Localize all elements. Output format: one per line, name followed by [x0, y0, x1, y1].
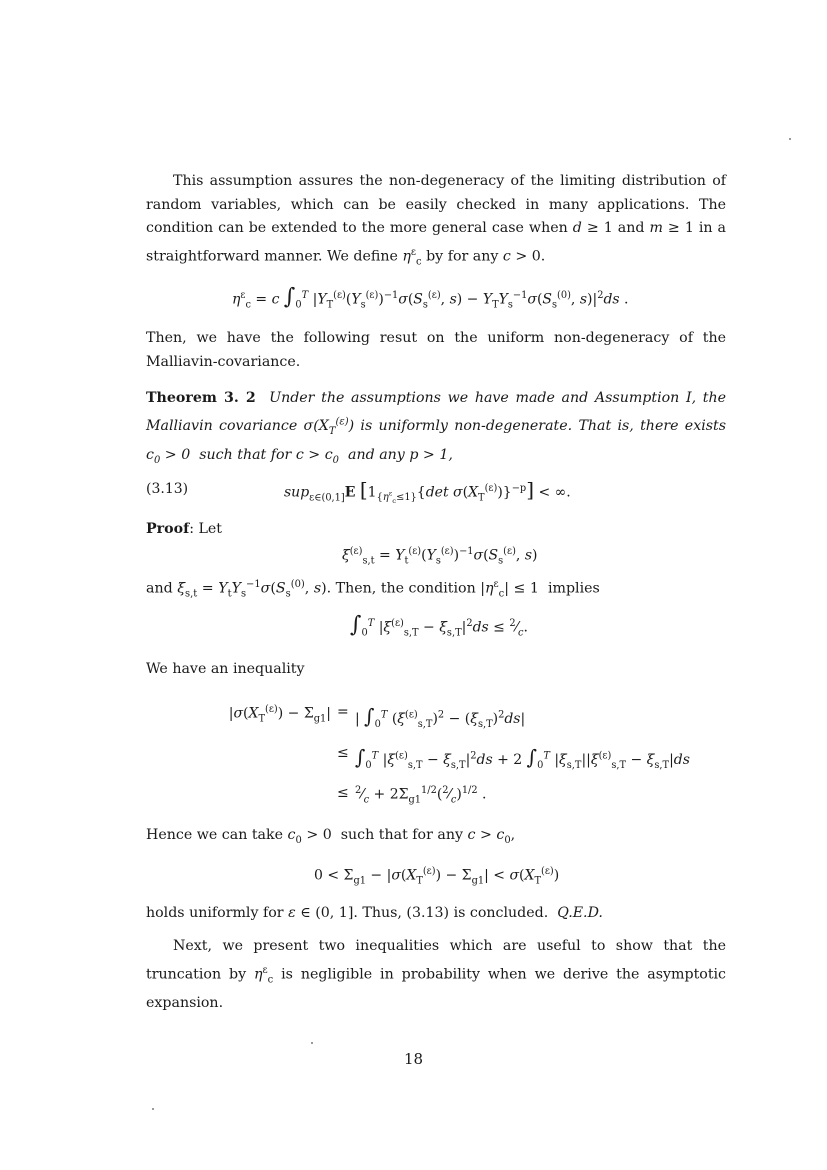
proof-intro [146, 518, 726, 542]
scan-speck [789, 138, 791, 140]
we-have-line: We have an inequality [146, 661, 305, 677]
paragraph-assumption: This assumption assures the non-degeneracy of the limiting distribution of random variables, which can be easily checked in many applications. The condition can be extended to the more general case when d ≥ 1 and m ≥ 1 in a straightforward manner. We define $\eta^\varepsilon_c$ by for any c > 0. [146, 173, 726, 268]
theorem: Theorem 3. 2 Under the assumptions we have made and Assumption I, the Malliavin covariance $\sigma(X_T^{(\varepsilon)})$ is uniformly non-degenerate. That is, there exists $c_0 > 0$ such that for $c > c_0$ and any p > 1, [146, 390, 726, 466]
hence-line: Hence we can take $c_0 > 0$ such that for any $c > c_0$, [146, 827, 516, 846]
align-rel-1: = [337, 704, 349, 720]
align-rel-3: ≤ [337, 785, 349, 801]
equation-label-3-13: (3.13) [146, 481, 189, 497]
proof-label: Proof [146, 521, 190, 537]
equation-hence: $0 < \Sigma_{g1} - |\sigma(X_T^{(\varepsilon)}) - \Sigma_{g1}| < \sigma(X_T^{(\varepsilon)})$ [314, 866, 560, 887]
equation-implies: $\int_0^T$ $|\xi^{(\varepsilon)}_{s,T} - \xi_{s,T}|^2ds$ ≤ $^2⁄_c$. [350, 612, 528, 639]
qed: Q.E.D. [557, 905, 603, 921]
theorem-label: Theorem 3. 2 [146, 390, 256, 406]
align-lhs: $|\sigma(X_T^{(\varepsilon)}) - \Sigma_{g1}|$ [228, 704, 331, 725]
align-rhs-2: $\int_0^T$ $|\xi^{(\varepsilon)}_{s,T} - \xi_{s,T}|^2ds + 2$ $\int_0^T$ $|\xi_{s,T}||\xi^{(\varepsilon)}_{s,T} - \xi_{s,T}|ds$ [355, 745, 690, 771]
paragraph-next: Next, we present two inequalities which are useful to show that the truncation by $\eta^\varepsilon_c$ is negligible in probability when we derive the asymptotic expansion. [146, 938, 726, 1011]
and-xi-line: and $\xi_{s,t} = Y_tY_s^{-1}\sigma(S_s^{(0)}$, s). Then, the condition $|\eta^\varepsilon_c| \le 1$ implies [146, 579, 600, 600]
align-rhs-1: | $\int_0^T$ $(\xi^{(\varepsilon)}_{s,T})^2 - (\xi_{s,T})^2ds|$ [355, 704, 526, 730]
align-rel-2: ≤ [337, 745, 349, 761]
scan-speck [311, 1042, 313, 1044]
holds-line: holds uniformly for ε ∈ (0, 1]. Thus, (3.13) is concluded. Q.E.D. [146, 905, 603, 921]
equation-xi-eps: $\xi^{(\varepsilon)}_{s,t} = Y_t^{(\varepsilon)}(Y_s^{(\varepsilon)})^{-1}\sigma(S_s^{(\varepsilon)}$, s) [342, 546, 538, 567]
scan-speck [152, 1108, 154, 1110]
align-rhs-3: $^2⁄_c$ + $2\Sigma_{g1}^{1/2}(^2⁄_c)^{1/2}$ . [355, 785, 487, 806]
paragraph-result: Then, we have the following resut on the uniform non-degeneracy of the Malliavin-covariance. [146, 330, 726, 370]
page-number: 18 [403, 1050, 424, 1068]
proof-colon: : Let [189, 521, 222, 537]
equation-3-13: sup$_{\varepsilon\in(0,1]}$E [$1_{\{\eta^\varepsilon_c\le 1\}}\{\det$ $\sigma(X_T^{(\varepsilon)})\}^{-p}$] < ∞. [284, 477, 571, 506]
equation-eta: $\eta^\varepsilon_c = c$ $\int_0^T$ $|Y_T^{(\varepsilon)}(Y_s^{(\varepsilon)})^{-1}\sigma(S_s^{(\varepsilon)}$, $s) - Y_TY_s^{-1}\sigma(S_s^{(0)}$, $s)|^2ds$ . [232, 284, 629, 311]
